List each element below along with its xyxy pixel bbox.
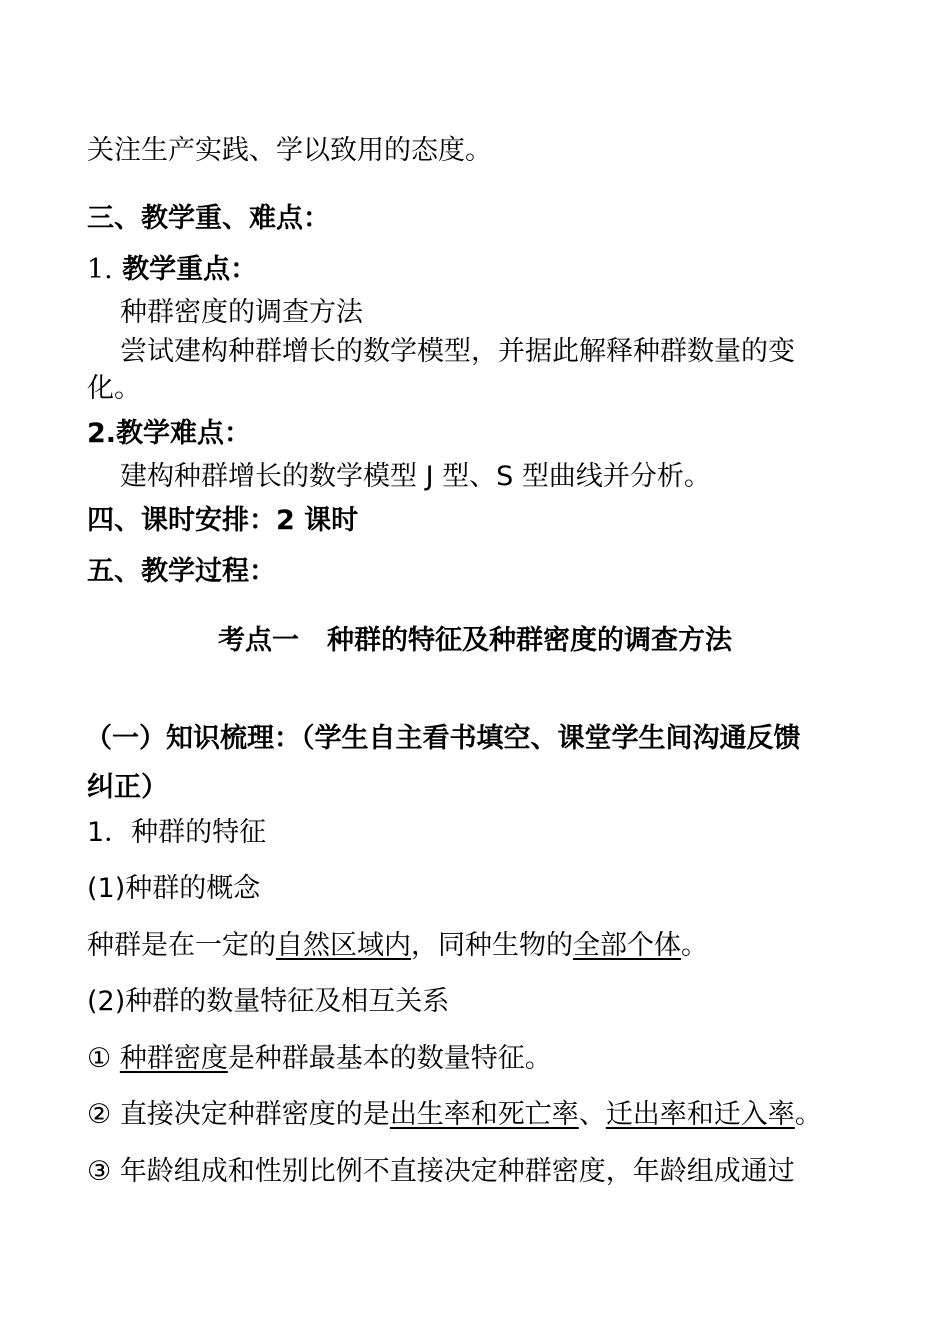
text-line xyxy=(87,133,492,169)
text-line xyxy=(87,371,141,407)
text: 关注生产实践、学以致用的态度。 xyxy=(87,135,492,166)
text-line xyxy=(87,871,260,907)
knowledge-heading xyxy=(85,721,801,757)
text-line xyxy=(87,815,266,851)
subheading-key-points xyxy=(87,252,257,288)
heading-text: （一）知识梳理：（学生自主看书填空、课堂学生间沟通反馈 xyxy=(85,723,801,754)
heading-schedule xyxy=(87,503,358,539)
text-line xyxy=(120,295,363,331)
text: 种群是在一定的 xyxy=(87,930,276,961)
heading-text: 四、课时安排：2 课时 xyxy=(87,505,359,536)
section-text: 种群的特征及种群密度的调查方法 xyxy=(327,625,732,656)
knowledge-heading-cont xyxy=(87,770,168,806)
heading-teaching-process xyxy=(87,554,276,590)
text-line xyxy=(87,928,708,964)
section-label: 考点一 xyxy=(218,625,299,656)
circled-number: ① xyxy=(87,1043,112,1074)
heading-key-difficult-points xyxy=(87,201,330,237)
text-line xyxy=(87,1154,795,1190)
text: 是种群最基本的数量特征。 xyxy=(227,1043,552,1074)
text-line xyxy=(120,334,795,370)
text: 。 xyxy=(681,930,708,961)
text: 。 xyxy=(794,1099,822,1130)
text: 直接决定种群密度的是 xyxy=(119,1099,390,1130)
text: 年龄组成和性别比例不直接决定种群密度，年龄组成通过 xyxy=(119,1156,795,1187)
text: 化。 xyxy=(87,373,141,404)
underlined-term: 全部个体 xyxy=(573,930,681,961)
text: (2)种群的数量特征及相互关系 xyxy=(87,986,450,1017)
text: (1)种群的概念 xyxy=(87,873,261,904)
text-line xyxy=(87,1041,552,1077)
subheading-text: 教学重点： xyxy=(122,254,258,285)
subheading-text: 2.教学难点： xyxy=(87,418,252,449)
text-line xyxy=(87,984,449,1020)
circled-number: ② xyxy=(87,1099,112,1130)
heading-text: 纠正） xyxy=(87,772,168,803)
subheading-difficult-points xyxy=(87,416,251,452)
text-line xyxy=(120,459,711,495)
text: 建构种群增长的数学模型 J 型、S 型曲线并分析。 xyxy=(120,461,711,492)
underlined-term: 种群密度 xyxy=(119,1043,228,1074)
text: 尝试建构种群增长的数学模型，并据此解释种群数量的变 xyxy=(120,336,795,367)
circled-number: ③ xyxy=(87,1156,112,1187)
underlined-term: 迁出率和迁入率 xyxy=(605,1099,795,1130)
underlined-term: 自然区域内 xyxy=(276,930,411,961)
section-title xyxy=(0,623,950,659)
heading-text: 三、教学重、难点： xyxy=(87,203,330,234)
text: 、 xyxy=(578,1099,606,1130)
heading-text: 五、教学过程： xyxy=(87,556,276,587)
text: 1．种群的特征 xyxy=(87,817,267,848)
text: ，同种生物的 xyxy=(411,930,573,961)
text-line xyxy=(87,1097,822,1133)
underlined-term: 出生率和死亡率 xyxy=(389,1099,579,1130)
item-number: 1. xyxy=(87,254,113,285)
text: 种群密度的调查方法 xyxy=(120,297,363,328)
